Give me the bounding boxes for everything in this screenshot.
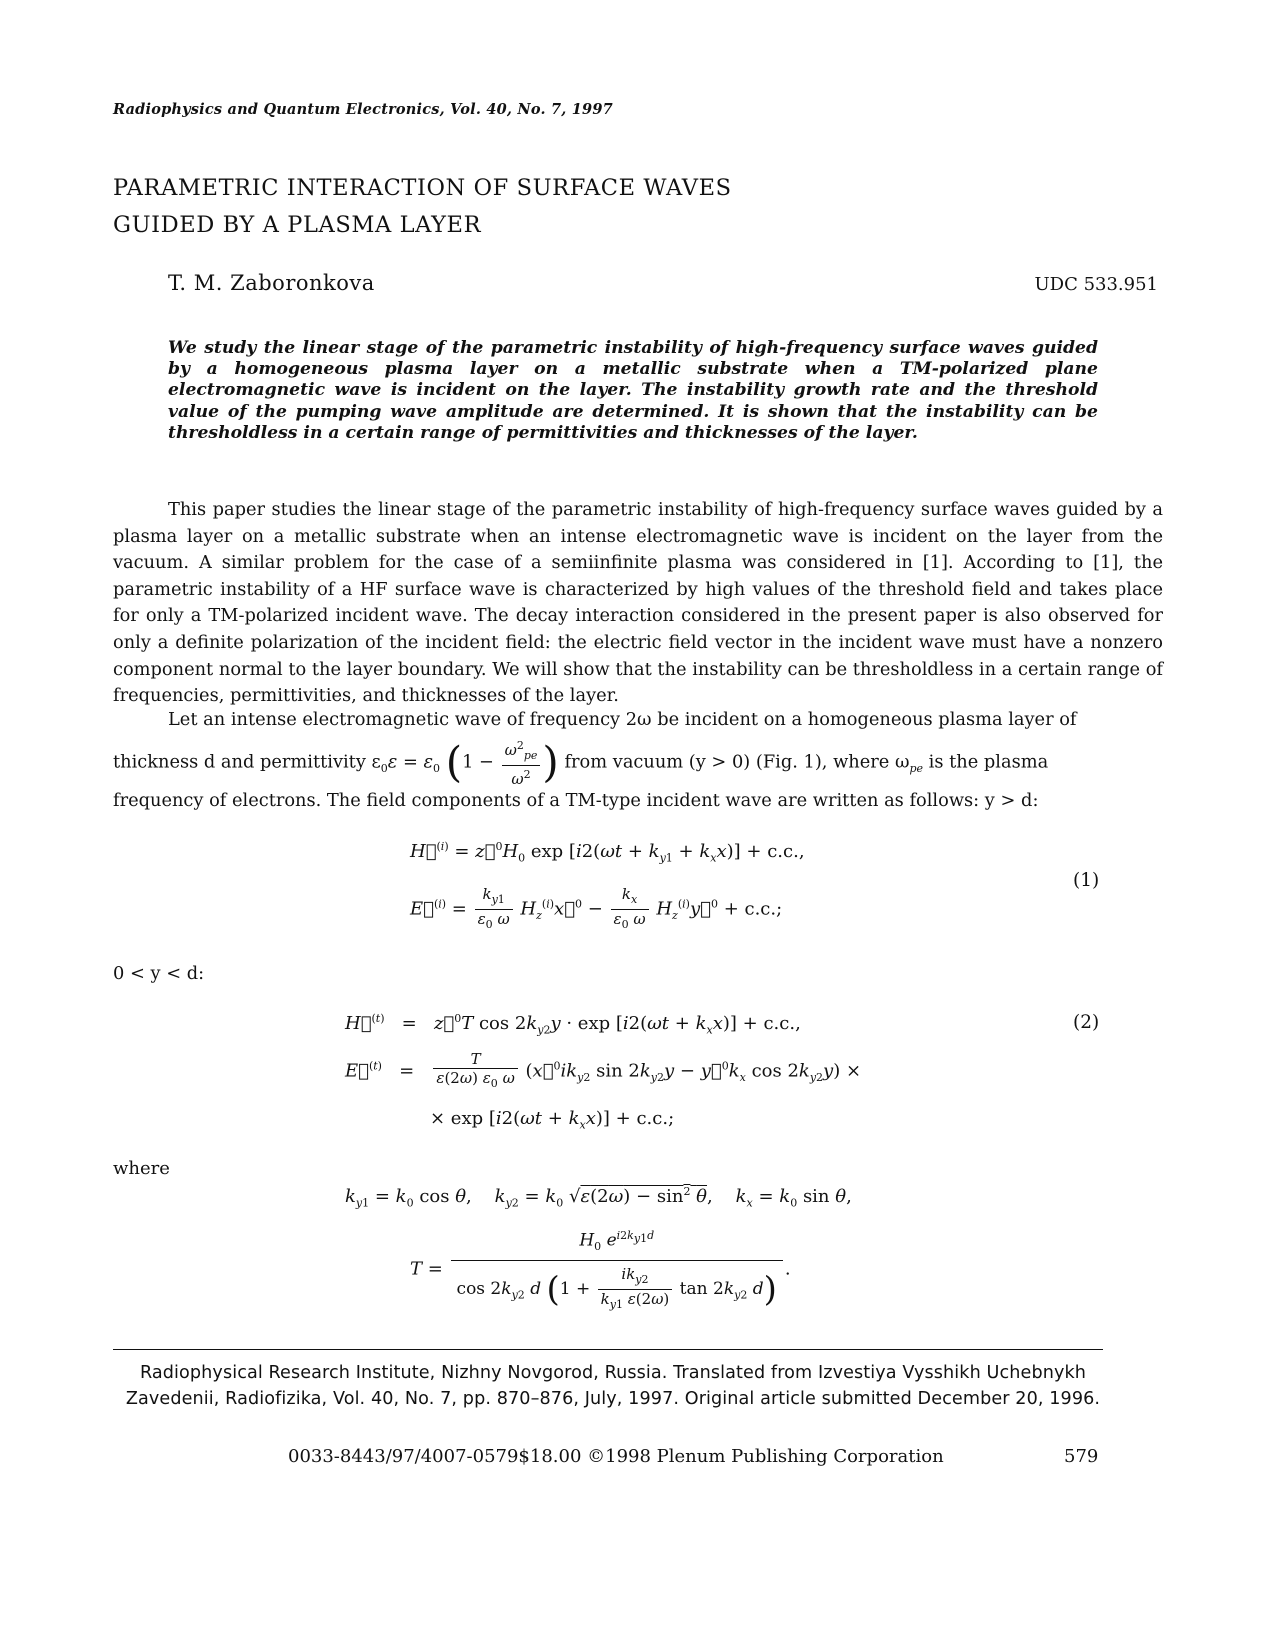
plasma-fraction: $\frac{\omega^2_{pe}}{\omega^2}$ [502,737,541,788]
text-segment: from vacuum (y > 0) (Fig. 1), where ω [564,751,910,773]
where-label: where [113,1158,170,1179]
title-line-1: PARAMETRIC INTERACTION OF SURFACE WAVES [113,175,732,201]
body-paragraph-2-line-3: frequency of electrons. The field components of a TM-type incident wave are written as follows: y > d: [113,790,1039,811]
equation-number-2: (2) [1073,1012,1100,1033]
cc-text: + c.c.; [723,898,783,920]
body-paragraph-2-line-1: Let an intense electromagnetic wave of frequency 2ω be incident on a homogeneous plasma layer of [168,709,1077,730]
title-line-2: GUIDED BY A PLASMA LAYER [113,212,482,238]
equation-1b: E⃗$^{(i)}$ = $\frac{k_{y1}}{\varepsilon_0 \omega}$ $H_z^{(i)}x⃗^0$ − $\frac{k_x}{\varepsilon_0 \omega}$ $H_z^{(i)}y⃗^0 + c.c$.; [410,885,783,931]
udc-code: UDC 533.951 [1034,274,1158,295]
author: T. M. Zaboronkova [168,271,375,295]
paren-right: ) [542,737,559,787]
journal-header: Radiophysics and Quantum Electronics, Vol. 40, No. 7, 1997 [113,101,613,118]
equation-number-1: (1) [1073,870,1100,891]
footnote-rule [113,1349,1103,1350]
equation-1a: H⃗$^{(i)}$ = $z⃗^0H_0$ $\exp [i2(\omega t + k_{y1} + k_xx)] + c.c$., [410,840,805,865]
equation-k-definitions: $k_{y1} = k_0$ cos θ, $k_{y2} = k_0$ $√\varepsilon(2\omega) - \sin^2 \theta$, $k_x = k_0$ sin θ, [345,1185,852,1210]
cc-text: + c.c.; [615,1108,675,1129]
cc-text: + c.c., [746,841,805,862]
body-paragraph-1: This paper studies the linear stage of the parametric instability of high-frequency surface waves guided by a plasma layer on a metallic substrate when an intense electromagnetic wave is incident on the layer from the vacuum. A similar problem for the case of a semiinfinite plasma was considered in [1]. According to [1], the parametric instability of a HF surface wave is characterized by high values of the threshold field and takes place for only a TM-polarized incident wave. The decay interaction considered in the present paper is also observed for only a definite polarization of the incident field: the electric field vector in the incident wave must have a nonzero component normal to the layer boundary. We will show that the instability can be thresholdless in a certain range of frequencies, permittivities, and thicknesses of the layer. [113,499,1163,707]
region-label: 0 < y < d: [113,963,205,984]
equation-T-definition: T = $H_0$ $e^{i2k_{y1}d}$ $\cos 2k_{y2}$ d (1 + $\frac{ik_{y2}}{k_{y1} \varepsilon(2\omega)}$ $\tan 2k_{y2}$ d) . [410,1225,791,1314]
equation-2a: H⃗$^{(t)}$ = z⃗$^0$T $\cos 2k_{y2}y \cdot \exp [i2(\omega t + k_xx)] + c.c$., [345,1012,801,1037]
affiliation-footnote: Radiophysical Research Institute, Nizhny Novgorod, Russia. Translated from Izvestiya Vysshikh Uchebnykh Zavedenii, Radiofizika, Vol. 40, No. 7, pp. 870–876, July, 1997. Original article submitted December 20, 1996. [125,1363,1101,1409]
equation-2c: × $\exp [i2(\omega t + k_xx)] + c.c$.; [430,1108,675,1132]
page-number: 579 [1064,1446,1099,1467]
copyright-line: 0033-8443/97/4007-0579$18.00 ©1998 Plenum Publishing Corporation [288,1446,944,1467]
abstract: We study the linear stage of the parametric instability of high-frequency surface waves guided by a homogeneous plasma layer on a metallic substrate when a TM-polarized plane electromagnetic wave is incident on the layer. The instability growth rate and the threshold value of the pumping wave amplitude are determined. It is shown that the instability can be thresholdless in a certain range of permittivities and thicknesses of the layer. [168,338,1098,443]
text-segment: thickness d and permittivity ε [113,751,381,773]
paren-left: ( [445,737,463,787]
cc-text: + c.c., [742,1013,801,1034]
equation-2b: E⃗$^{(t)}$ = $\frac{T}{\varepsilon(2\omega) \varepsilon_0 \omega}$ ($x⃗^0ik_{y2}$ $\sin 2k_{y2}y$ − $y⃗^0k_x$ $\cos 2k_{y2}y$) × [345,1050,862,1090]
body-paragraph-2-line-2: thickness d and permittivity $\varepsilon_0\varepsilon = \varepsilon_0$ (1 − $\frac{\omega^2_{pe}}{\omega^2}$ ) from vacuum (y > 0) (Fig. 1), where $\omega_{pe}$ is the plasma [113,737,1049,788]
text-segment: is the plasma [928,751,1049,773]
